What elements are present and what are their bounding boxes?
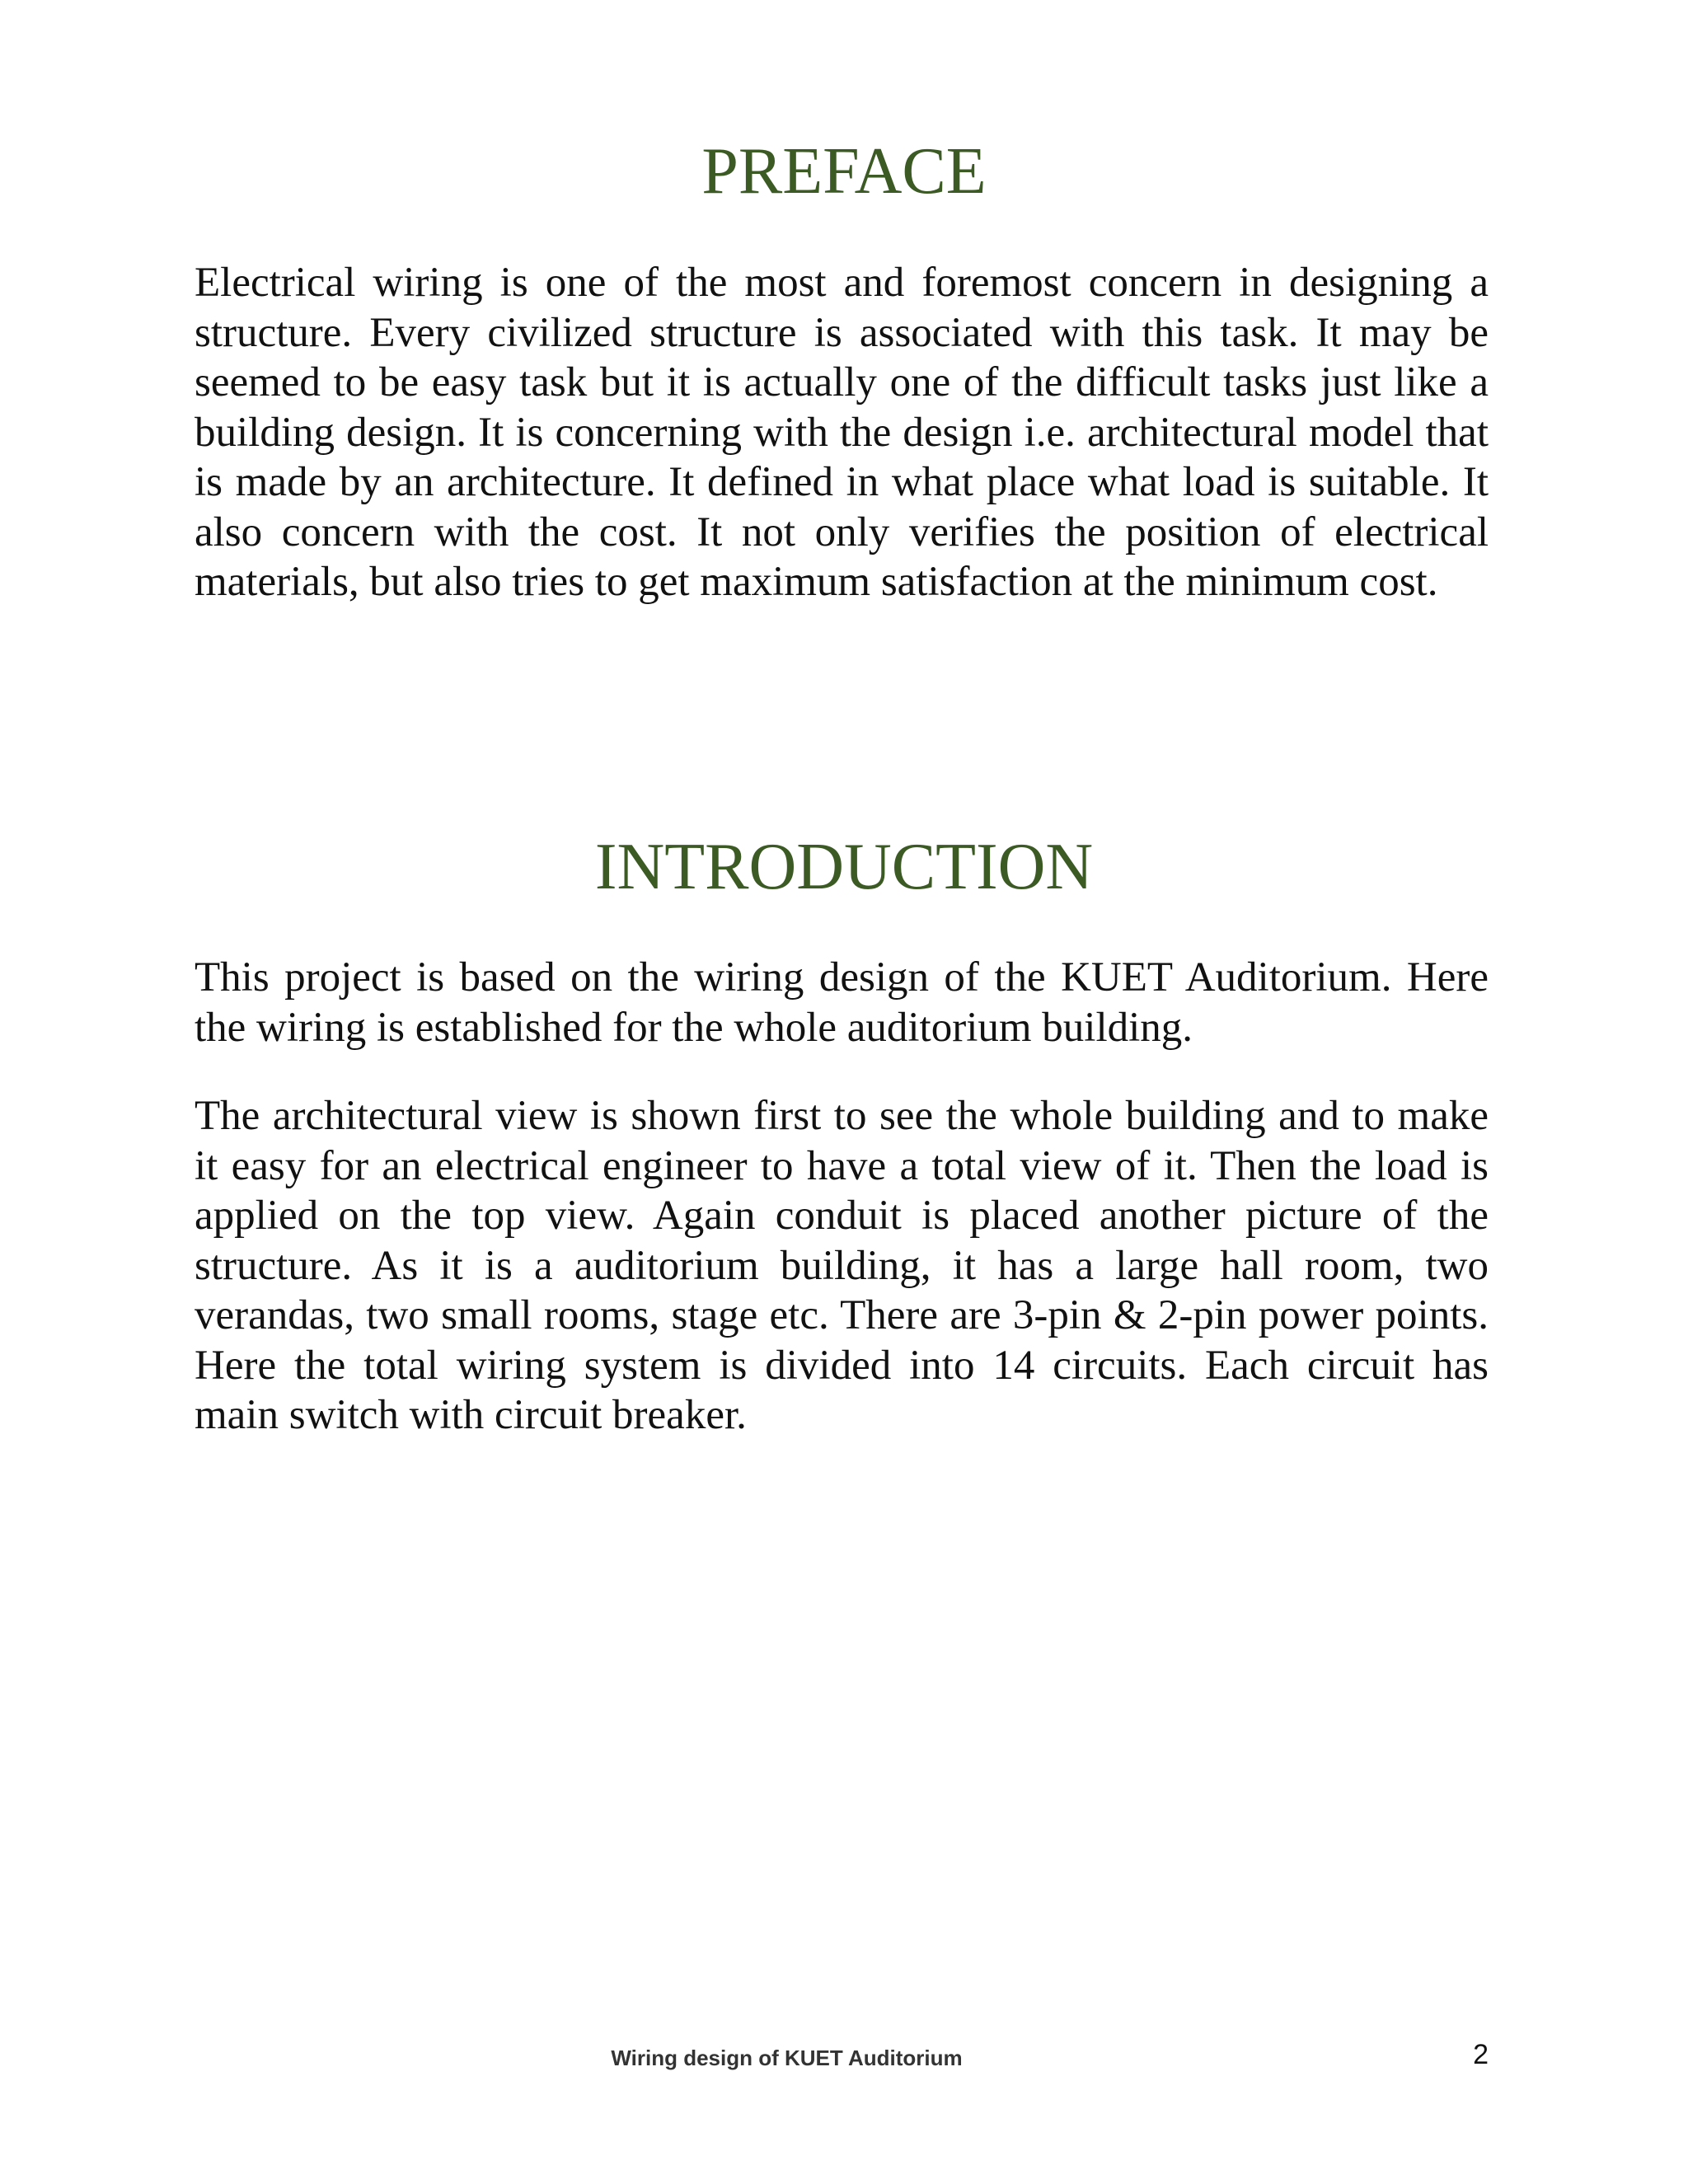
introduction-paragraph-1: This project is based on the wiring design of the KUET Auditorium. Here the wiring is established for the whole auditorium building. [195, 954, 1489, 1051]
introduction-heading: INTRODUCTION [594, 831, 1094, 903]
introduction-paragraph-2: The architectural view is shown first to see the whole building and to make it easy for an electrical engineer to have a total view of it. Then the load is applied on the top view. Again conduit is placed another picture of the structure. As it is a auditorium building, it has a large hall room, two verandas, two small rooms, stage etc. There are 3-pin & 2-pin power points. Here the total wiring system is divided into 14 circuits. Each circuit has main switch with circuit breaker. [195, 1093, 1489, 1438]
page-number: 2 [1473, 2039, 1489, 2070]
preface-heading: PREFACE [701, 135, 987, 208]
preface-paragraph: Electrical wiring is one of the most and foremost concern in designing a structure. Every civilized structure is associated with this task. It may be seemed to be easy task but it is actually one of the difficult tasks just like a building design. It is concerning with the design i.e. architectural model that is made by an architecture. It defined in what place what load is suitable. It also concern with the cost. It not only verifies the position of electrical materials, but also tries to get maximum satisfaction at the minimum cost. [195, 260, 1489, 605]
footer-title: Wiring design of KUET Auditorium [611, 2046, 963, 2070]
